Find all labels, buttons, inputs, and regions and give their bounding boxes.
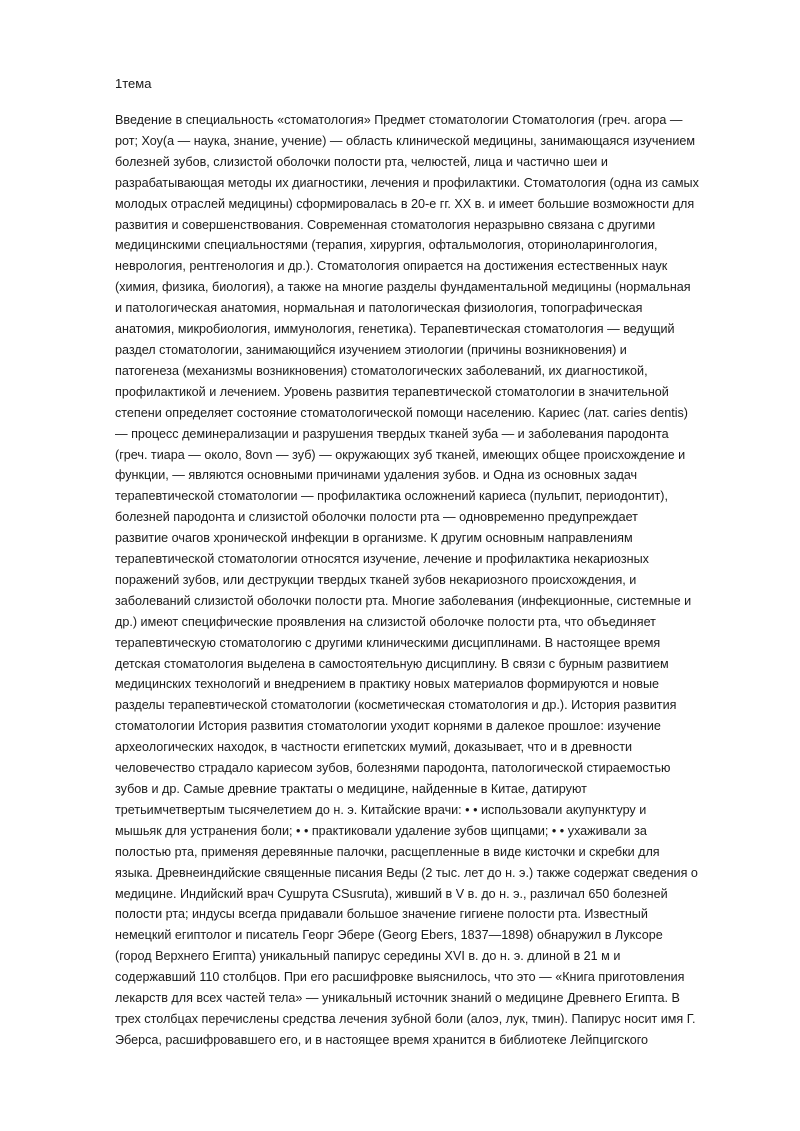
text-line: функции, — являются основными причинами удаления зубов. и Одна из основных задач [115,468,638,483]
text-line: профилактикой и лечением. Уровень развития терапевтической стоматологии в значительной [115,384,669,399]
text-line: поражений зубов, или деструкции твердых тканей зубов некариозного происхождения, и [115,572,637,587]
text-line: лекарств для всех частей тела» — уникальный источник знаний о медицине Древнего Египта. В [115,991,680,1006]
text-line: археологических находок, в частности египетских мумий, доказывает, что и в древности [115,740,632,755]
text-line: разделы терапевтической стоматологии (косметическая стоматология и др.). История развития [115,698,677,713]
text-line: мышьяк для устранения боли; • • практиковали удаление зубов щипцами; • • ухаживали за [115,823,647,838]
text-line: разрабатывающая методы их диагностики, лечения и профилактики. Стоматология (одна из самых [115,175,699,190]
text-line: болезней зубов, слизистой оболочки полости рта, челюстей, лица и частично шеи и [115,154,608,169]
text-line: зубов и др. Самые древние трактаты о медицине, найденные в Китае, датируют [115,782,587,796]
text-line: терапевтической стоматологии — профилактика осложнений кариеса (пульпит, периодонтит), [115,489,668,504]
text-line: и патологическая анатомия, нормальная и патологическая физиология, топографическая [115,301,643,316]
text-line: (город Верхнего Египта) уникальный папирус середины XVI в. до н. э. длиной в 21 м и [115,949,621,964]
text-line: языка. Древнеиндийские священные писания Веды (2 тыс. лет до н. э.) также содержат сведения о [115,865,698,880]
text-line: Введение в специальность «стоматология» Предмет стоматологии Стоматология (греч. агора — [115,113,683,127]
text-line: — процесс деминерализации и разрушения твердых тканей зуба — и заболевания пародонта [115,426,669,441]
text-line: (греч. тиара — около, 8ovn — зуб) — окружающих зуб тканей, имеющих общее происхождение и [115,447,686,462]
text-line: медицине. Индийский врач Сушрута CSusruta), живший в V в. до н. э., различал 650 болезней [115,886,668,901]
text-line: патогенеза (механизмы возникновения) стоматологических заболеваний, их диагностикой, [115,363,648,378]
text-line: трех столбцах перечислены средства лечения зубной боли (алоэ, лук, тмин). Папирус носит имя Г. [115,1011,696,1026]
text-line: медицинскими специальностями (терапия, хирургия, офтальмология, оториноларингология, [115,238,658,253]
text-line: полостью рта, применяя деревянные палочки, расщепленные в виде кисточки и скребки для [115,844,660,859]
text-line: рот; Хоу(а — наука, знание, учение) — область клинической медицины, занимающаяся изучением [115,133,696,148]
text-line: заболеваний слизистой оболочки полости рта. Многие заболевания (инфекционные, системные и [115,593,692,608]
text-line: анатомия, микробиология, иммунология, генетика). Терапевтическая стоматология — ведущий [115,322,675,337]
text-line: Эберса, расшифровавшего его, и в настоящее время хранится в библиотеке Лейпцигского [115,1032,649,1047]
text-line: медицинских технологий и внедрением в практику новых материалов формируются и новые [115,677,660,692]
text-line: раздел стоматологии, занимающийся изучением этиологии (причины возникновения) и [115,342,627,357]
text-line: развития и совершенствования. Современная стоматология неразрывно связана с другими [115,217,656,232]
text-line: терапевтическую стоматологию с другими клиническими дисциплинами. В настоящее время [115,635,661,650]
text-line: полости рта; индусы всегда придавали большое значение гигиене полости рта. Известный [115,907,648,922]
text-line: человечество страдало кариесом зубов, болезнями пародонта, патологической стираемостью [115,761,671,776]
text-line: терапевтической стоматологии относятся изучение, лечение и профилактика некариозных [115,552,649,567]
document-body [115,110,755,1051]
text-line: неврология, рентгенология и др.). Стоматология опирается на достижения естественных наук [115,259,668,274]
text-line: немецкий египтолог и писатель Георг Эбере (Georg Ebers, 1837—1898) обнаружил в Луксоре [115,928,663,943]
text-line: болезней пародонта и слизистой оболочки полости рта — одновременно предупреждает [115,510,638,525]
text-line: степени определяет состояние стоматологической помощи населению. Кариес (лат. caries dentis) [115,405,688,420]
text-line: детская стоматология выделена в самостоятельную дисциплину. В связи с бурным развитием [115,656,669,671]
text-line: третьимчетвертым тысячелетием до н. э. Китайские врачи: • • использовали акупунктуру и [115,802,647,817]
text-line: молодых отраслей медицины) сформировалась в 20-е гг. XX в. и имеет большие возможности для [115,196,695,211]
text-line: содержавший 110 столбцов. При его расшифровке выяснилось, что это — «Книга приготовления [115,970,685,985]
text-line: стоматологии История развития стоматологии уходит корнями в далекое прошлое: изучение [115,719,661,734]
text-line: др.) имеют специфические проявления на слизистой оболочке полости рта, что объединяет [115,614,656,629]
text-line: развитие очагов хронической инфекции в организме. К другим основным направлениям [115,531,633,546]
text-line: (химия, физика, биология), а также на многие разделы фундаментальной медицины (нормальная [115,280,691,295]
document-heading: 1тема [115,76,152,91]
